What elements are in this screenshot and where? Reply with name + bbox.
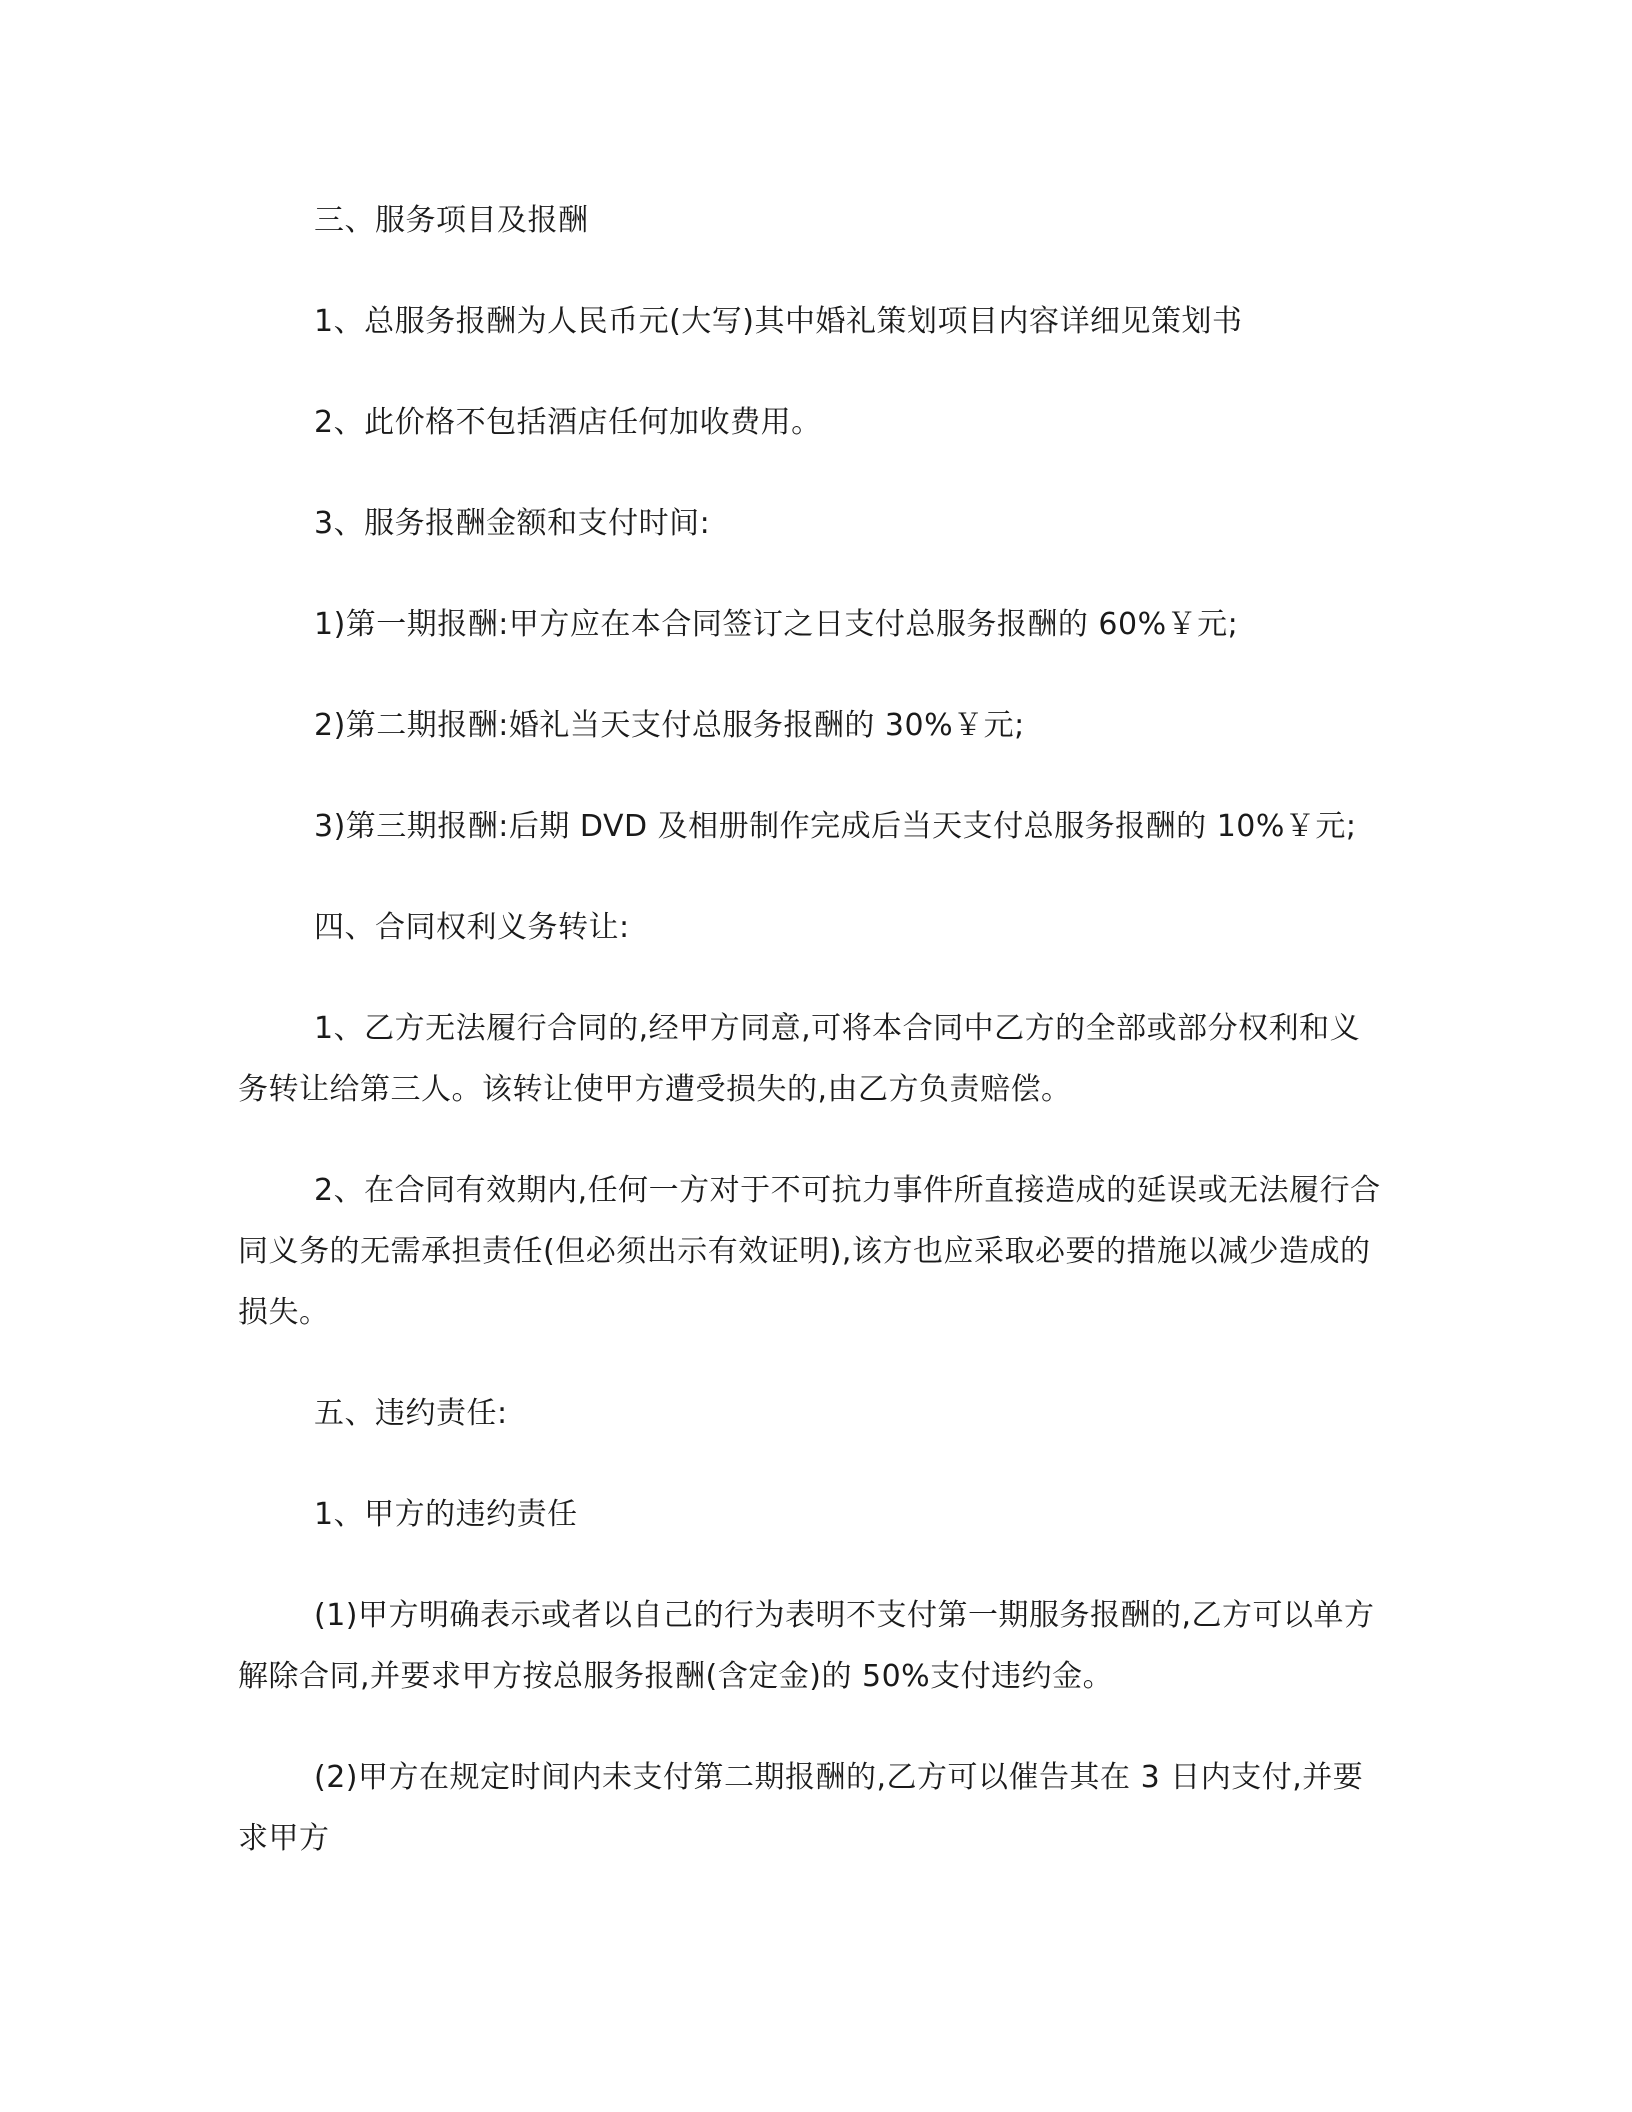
paragraph-liability-1: (1)甲方明确表示或者以自己的行为表明不支付第一期服务报酬的,乙方可以单方解除合同,并要求甲方按总服务报酬(含定金)的 50%支付违约金。 (238, 1598, 1375, 1694)
paragraph-payment-phase-2: 2)第二期报酬:婚礼当天支付总服务报酬的 30%￥元; (314, 708, 1025, 743)
paragraph-liability-2: (2)甲方在规定时间内未支付第二期报酬的,乙方可以催告其在 3 日内支付,并要求甲方 (238, 1760, 1364, 1856)
paragraph-transfer-1: 1、乙方无法履行合同的,经甲方同意,可将本合同中乙方的全部或部分权利和义务转让给第三人。该转让使甲方遭受损失的,由乙方负责赔偿。 (238, 1011, 1361, 1107)
paragraph-party-a-liability: 1、甲方的违约责任 (314, 1497, 578, 1532)
section-heading-5: 五、违约责任: (314, 1396, 508, 1431)
paragraph-payment-phase-1: 1)第一期报酬:甲方应在本合同签订之日支付总服务报酬的 60%￥元; (314, 607, 1239, 642)
section-heading-4: 四、合同权利义务转让: (314, 910, 630, 945)
paragraph-total-fee: 1、总服务报酬为人民币元(大写)其中婚礼策划项目内容详细见策划书 (314, 304, 1243, 339)
paragraph-payment-time: 3、服务报酬金额和支付时间: (314, 506, 711, 541)
section-heading-3: 三、服务项目及报酬 (314, 203, 589, 238)
paragraph-force-majeure: 2、在合同有效期内,任何一方对于不可抗力事件所直接造成的延误或无法履行合同义务的无需承担责任(但必须出示有效证明),该方也应采取必要的措施以减少造成的损失。 (238, 1173, 1381, 1330)
document-page (238, 190, 1388, 1909)
paragraph-payment-phase-3: 3)第三期报酬:后期 DVD 及相册制作完成后当天支付总服务报酬的 10%￥元; (314, 809, 1357, 844)
paragraph-hotel-fees: 2、此价格不包括酒店任何加收费用。 (314, 405, 822, 440)
